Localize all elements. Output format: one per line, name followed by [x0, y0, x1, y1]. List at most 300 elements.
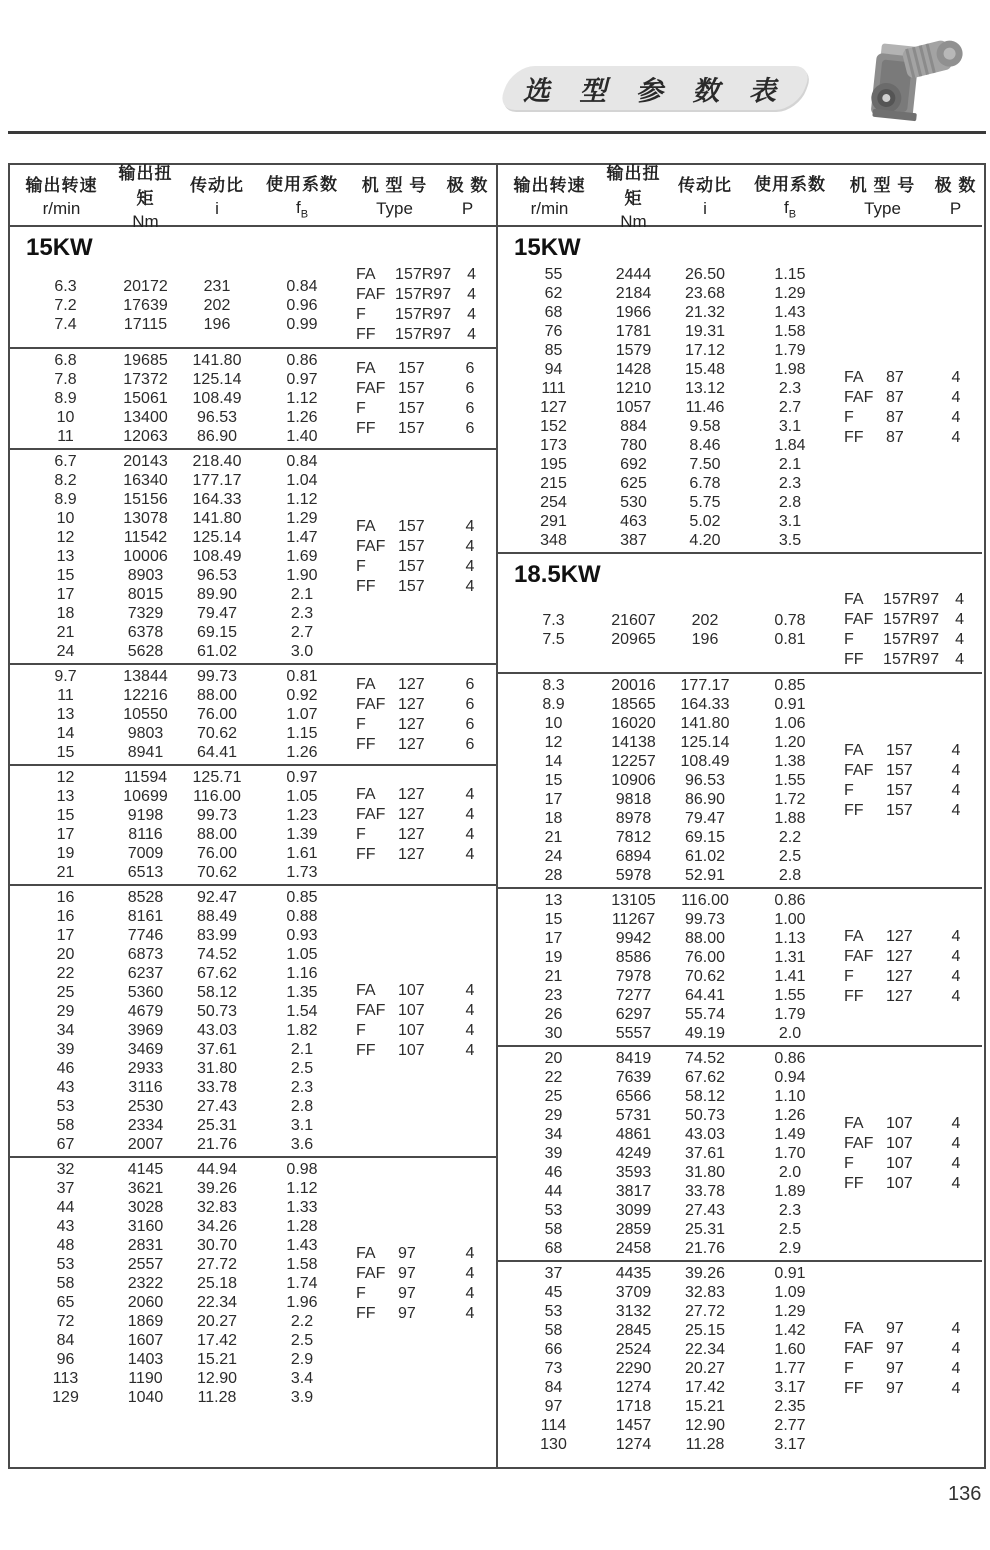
rows-group [10, 1160, 348, 1407]
table-row: 53 3132 27.72 1.29 [544, 1303, 806, 1320]
table-row: 14 9803 70.62 1.15 [56, 725, 318, 742]
type-prefix: F [844, 781, 854, 799]
types-group [836, 590, 982, 670]
type-model: 97 [398, 1264, 416, 1282]
type-model: 127 [398, 786, 425, 803]
types-group [836, 368, 982, 448]
type-prefix: F [356, 399, 366, 417]
table-row: 21 6378 69.15 2.7 [56, 624, 314, 641]
table-row: 8.9 18565 164.33 0.91 [542, 696, 806, 713]
table-row: 8.9 15156 164.33 1.12 [54, 491, 318, 508]
type-prefix: FA [844, 741, 864, 759]
table-row: 348 387 4.20 3.5 [540, 532, 802, 549]
type-prefix: F [844, 1360, 854, 1377]
table-row: 25 6566 58.12 1.10 [544, 1088, 806, 1105]
table-row: 66 2524 22.34 1.60 [544, 1341, 806, 1358]
table-row: 25 5360 58.12 1.35 [56, 984, 318, 1001]
type-model: 157 [398, 379, 425, 397]
poles-value: 4 [951, 1320, 961, 1337]
table-row: 65 2060 22.34 1.96 [56, 1294, 318, 1311]
table-row: 68 2458 21.76 2.9 [544, 1240, 802, 1257]
poles-value: 4 [951, 781, 961, 799]
table-row: 72 1869 20.27 2.2 [56, 1313, 314, 1330]
section-title: 15KW [514, 234, 581, 261]
table-row: 29 4679 50.73 1.54 [56, 1003, 318, 1020]
header-type: 机 型 号 Type [849, 176, 916, 218]
table-row: 17 9818 86.90 1.72 [544, 791, 806, 808]
type-row [348, 1244, 496, 1264]
type-prefix: FA [844, 1114, 864, 1132]
table-row: 17 7746 83.99 0.93 [56, 927, 318, 944]
type-prefix: FF [844, 988, 864, 1005]
poles-value: 4 [465, 1042, 475, 1059]
poles-value: 4 [951, 928, 961, 945]
type-row [348, 825, 496, 845]
type-prefix: F [356, 826, 366, 843]
table-row: 24 6894 61.02 2.5 [544, 848, 802, 865]
type-prefix: FAF [844, 1340, 874, 1357]
type-row [836, 927, 982, 947]
poles-value: 4 [467, 306, 476, 323]
poles-value: 4 [951, 368, 961, 386]
poles-value: 6 [465, 675, 475, 693]
type-model: 127 [398, 846, 425, 863]
type-row [348, 419, 496, 439]
type-model: 97 [398, 1284, 416, 1302]
table-row: 13 10550 76.00 1.07 [56, 706, 318, 723]
data-block [10, 764, 496, 884]
type-row [836, 1379, 982, 1399]
type-prefix: FA [844, 368, 864, 386]
table-row: 21 7812 69.15 2.2 [544, 829, 802, 846]
type-row [348, 399, 496, 419]
types-group [348, 265, 496, 345]
poles-value: 4 [467, 266, 476, 283]
type-row [348, 805, 496, 825]
table-row: 15 11267 99.73 1.00 [544, 911, 806, 928]
type-row [836, 967, 982, 987]
type-prefix: FAF [844, 388, 874, 406]
table-row: 97 1718 15.21 2.35 [544, 1398, 806, 1415]
type-model: 107 [398, 982, 425, 999]
type-prefix: F [844, 968, 854, 985]
table-row: 26 6297 55.74 1.79 [544, 1006, 806, 1023]
table-row: 7.2 17639 202 0.96 [54, 296, 318, 314]
type-row [836, 801, 982, 821]
type-prefix: FF [356, 326, 376, 343]
table-row: 13 10006 108.49 1.69 [56, 548, 318, 565]
table-row: 20 8419 74.52 0.86 [544, 1050, 806, 1067]
table-row: 129 1040 11.28 3.9 [52, 1389, 314, 1406]
table-row: 19 8586 76.00 1.31 [544, 949, 806, 966]
table-row: 55 2444 26.50 1.15 [544, 266, 806, 283]
type-prefix: F [356, 306, 366, 323]
poles-value: 4 [951, 1134, 961, 1152]
type-model: 107 [886, 1134, 913, 1152]
table-row: 21 7978 70.62 1.41 [544, 968, 806, 985]
type-row [836, 388, 982, 408]
poles-value: 4 [465, 1264, 475, 1282]
poles-value: 4 [465, 786, 475, 803]
poles-value: 6 [465, 715, 475, 733]
rows-group [10, 888, 348, 1154]
table-row: 84 1274 17.42 3.17 [544, 1379, 806, 1396]
type-prefix: FF [356, 577, 376, 595]
type-row [836, 1359, 982, 1379]
type-model: 87 [886, 368, 904, 386]
table-row: 39 3469 37.61 2.1 [56, 1041, 314, 1058]
type-model: 127 [886, 968, 913, 985]
type-model: 97 [886, 1340, 904, 1357]
table-row: 114 1457 12.90 2.77 [540, 1417, 806, 1434]
poles-value: 4 [465, 557, 475, 575]
type-model: 97 [886, 1360, 904, 1377]
types-group [348, 675, 496, 755]
type-row [836, 741, 982, 761]
types-group [836, 741, 982, 821]
type-row [348, 1264, 496, 1284]
poles-value: 4 [951, 988, 961, 1005]
table-row: 94 1428 15.48 1.98 [544, 361, 806, 378]
header-speed: 输出转速 r/min [25, 176, 98, 218]
type-prefix: FA [356, 266, 376, 283]
poles-value: 4 [955, 631, 964, 648]
header-ratio: 传动比 i [190, 176, 244, 218]
type-row [836, 428, 982, 448]
table-row: 21 6513 70.62 1.73 [56, 864, 318, 881]
table-row: 76 1781 19.31 1.58 [544, 323, 806, 340]
type-model: 157 [886, 741, 913, 759]
type-prefix: FAF [844, 761, 874, 779]
table-row: 6.8 19685 141.80 0.86 [54, 352, 318, 369]
type-prefix: FA [844, 928, 864, 945]
table-row: 43 3116 33.78 2.3 [56, 1079, 314, 1096]
type-row [348, 785, 496, 805]
poles-value: 4 [951, 1340, 961, 1357]
poles-value: 6 [465, 359, 475, 377]
types-group [348, 1244, 496, 1324]
type-model: 127 [398, 715, 425, 733]
table-row: 44 3028 32.83 1.33 [56, 1199, 318, 1216]
type-row [348, 359, 496, 379]
table-row: 84 1607 17.42 2.5 [56, 1332, 314, 1349]
table-row: 53 2557 27.72 1.58 [56, 1256, 318, 1273]
table-row: 13 10699 116.00 1.05 [56, 788, 318, 805]
type-row [348, 735, 496, 755]
type-row [348, 1304, 496, 1324]
table-row: 22 7639 67.62 0.94 [544, 1069, 806, 1086]
column-header [498, 163, 982, 231]
poles-value: 4 [467, 326, 476, 343]
table-row: 8.3 20016 177.17 0.85 [542, 677, 806, 694]
type-prefix: FF [356, 1042, 376, 1059]
type-row [348, 285, 496, 305]
data-block [498, 1045, 982, 1260]
type-model: 157 [398, 359, 425, 377]
poles-value: 4 [951, 801, 961, 819]
table-row: 7.5 20965 196 0.81 [542, 631, 806, 648]
type-prefix: FF [356, 846, 376, 863]
type-model: 97 [886, 1380, 904, 1397]
type-prefix: FA [356, 359, 376, 377]
page-number: 136 [948, 1483, 982, 1505]
poles-value: 4 [951, 741, 961, 759]
data-block [498, 672, 982, 887]
table-row: 19 7009 76.00 1.61 [56, 845, 318, 862]
type-prefix: F [844, 631, 854, 648]
table-row: 48 2831 30.70 1.43 [56, 1237, 318, 1254]
rows-group [10, 351, 348, 446]
type-prefix: FAF [844, 1134, 874, 1152]
type-row [348, 1041, 496, 1061]
type-model: 127 [398, 735, 425, 753]
type-row [348, 695, 496, 715]
table-row: 20 6873 74.52 1.05 [56, 946, 318, 963]
type-prefix: F [844, 1154, 854, 1172]
type-prefix: F [356, 715, 366, 733]
type-row [836, 781, 982, 801]
type-row [836, 610, 982, 630]
type-row [348, 1001, 496, 1021]
table-row: 6.3 20172 231 0.84 [54, 277, 318, 295]
type-prefix: FAF [356, 1264, 386, 1282]
type-row [348, 577, 496, 597]
type-model: 157R97 [395, 286, 452, 303]
type-model: 97 [398, 1304, 416, 1322]
table-row: 17 8015 89.90 2.1 [56, 586, 314, 603]
table-row: 113 1190 12.90 3.4 [52, 1370, 314, 1387]
table-row: 130 1274 11.28 3.17 [540, 1436, 806, 1453]
section-title: 18.5KW [498, 552, 982, 588]
poles-value: 4 [951, 1360, 961, 1377]
type-model: 107 [886, 1154, 913, 1172]
data-block [10, 448, 496, 663]
table-row: 8.9 15061 108.49 1.12 [54, 390, 318, 407]
table-row: 23 7277 64.41 1.55 [544, 987, 806, 1004]
table-row: 15 10906 96.53 1.55 [544, 772, 806, 789]
rows-group [10, 452, 348, 661]
table-row: 37 4435 39.26 0.91 [544, 1265, 806, 1282]
poles-value: 4 [951, 761, 961, 779]
type-prefix: F [356, 557, 366, 575]
data-block [10, 663, 496, 764]
type-model: 157 [398, 537, 425, 555]
table-row: 111 1210 13.12 2.3 [541, 380, 802, 397]
table-row: 7.4 17115 196 0.99 [54, 315, 318, 333]
horizontal-rule [8, 131, 986, 134]
type-model: 157R97 [883, 611, 940, 628]
table-row: 12 14138 125.14 1.20 [544, 734, 806, 751]
poles-value: 4 [465, 577, 475, 595]
table-row: 46 2933 31.80 2.5 [56, 1060, 314, 1077]
type-row [836, 947, 982, 967]
table-row: 18 7329 79.47 2.3 [56, 605, 314, 622]
type-row [836, 1114, 982, 1134]
data-block [10, 347, 496, 448]
table-row: 16 8528 92.47 0.85 [56, 889, 318, 906]
type-prefix: FAF [844, 948, 874, 965]
type-prefix: FF [844, 1380, 864, 1397]
table-row: 58 2845 25.15 1.42 [544, 1322, 806, 1339]
poles-value: 4 [951, 408, 961, 426]
type-prefix: F [356, 1284, 366, 1302]
poles-value: 4 [951, 1174, 961, 1192]
table-row: 28 5978 52.91 2.8 [544, 867, 802, 884]
type-row [348, 845, 496, 865]
type-prefix: FF [844, 651, 864, 668]
poles-value: 4 [465, 517, 475, 535]
poles-value: 4 [465, 1244, 475, 1262]
type-model: 157 [398, 419, 425, 437]
type-model: 107 [398, 1002, 425, 1019]
table-row: 53 2530 27.43 2.8 [56, 1098, 314, 1115]
rows-group [498, 1049, 836, 1258]
table-row: 10 13078 141.80 1.29 [56, 510, 318, 527]
table-row: 29 5731 50.73 1.26 [544, 1107, 806, 1124]
data-block [10, 263, 496, 347]
type-row [836, 761, 982, 781]
page-title: 选 型 参 数 表 [522, 75, 787, 106]
rows-group [498, 1264, 836, 1454]
types-group [348, 785, 496, 865]
poles-value: 4 [465, 846, 475, 863]
type-prefix: FF [356, 735, 376, 753]
type-model: 157 [886, 781, 913, 799]
table-row: 39 4249 37.61 1.70 [544, 1145, 806, 1162]
type-prefix: FF [356, 1304, 376, 1322]
table-row: 34 3969 43.03 1.82 [56, 1022, 318, 1039]
table-row: 17 8116 88.00 1.39 [56, 826, 318, 843]
table-row: 291 463 5.02 3.1 [540, 513, 802, 530]
type-row [348, 305, 496, 325]
type-prefix: FA [356, 1244, 376, 1262]
table-row: 14 12257 108.49 1.38 [544, 753, 806, 770]
types-group [836, 927, 982, 1007]
type-row [348, 715, 496, 735]
type-model: 157R97 [883, 631, 940, 648]
table-row: 215 625 6.78 2.3 [540, 475, 802, 492]
type-row [348, 517, 496, 537]
type-model: 127 [398, 806, 425, 823]
header-torque: 输出扭矩 Nm [118, 163, 173, 231]
table-row: 58 2334 25.31 3.1 [56, 1117, 314, 1134]
type-model: 97 [398, 1244, 416, 1262]
type-row [348, 1021, 496, 1041]
poles-value: 4 [951, 968, 961, 985]
data-block [498, 263, 982, 552]
data-block [498, 887, 982, 1045]
type-prefix: FAF [356, 286, 386, 303]
type-model: 87 [886, 408, 904, 426]
type-prefix: FAF [356, 1002, 386, 1019]
table-row: 68 1966 21.32 1.43 [544, 304, 806, 321]
table-row: 152 884 9.58 3.1 [540, 418, 802, 435]
type-model: 157R97 [883, 651, 940, 668]
type-prefix: FA [844, 1320, 864, 1337]
poles-value: 4 [951, 1154, 961, 1172]
type-prefix: FA [356, 517, 376, 535]
type-prefix: FF [844, 801, 864, 819]
header-service-factor: 使用系数 $f_B$ [754, 174, 826, 221]
table-row: 45 3709 32.83 1.09 [544, 1284, 806, 1301]
table-row: 7.3 21607 202 0.78 [542, 612, 806, 629]
type-model: 157 [398, 517, 425, 535]
poles-value: 4 [467, 286, 476, 303]
table-row: 8.2 16340 177.17 1.04 [54, 472, 318, 489]
type-model: 157 [886, 801, 913, 819]
type-row [836, 1154, 982, 1174]
type-model: 107 [886, 1174, 913, 1192]
type-model: 157 [398, 557, 425, 575]
data-block [498, 1260, 982, 1456]
types-group [348, 359, 496, 439]
type-prefix: FAF [356, 379, 386, 397]
table-row: 12 11542 125.14 1.47 [56, 529, 318, 546]
table-row: 16 8161 88.49 0.88 [56, 908, 318, 925]
gear-motor-photo [856, 28, 964, 130]
rows-group [10, 667, 348, 762]
type-model: 157 [398, 577, 425, 595]
poles-value: 4 [465, 806, 475, 823]
type-prefix: FF [844, 1174, 864, 1192]
header-speed: 输出转速 r/min [513, 176, 586, 218]
table-row: 9.7 13844 99.73 0.81 [54, 668, 318, 685]
type-prefix: FF [844, 428, 864, 446]
rows-group [498, 891, 836, 1043]
table-row: 96 1403 15.21 2.9 [56, 1351, 314, 1368]
table-row: 58 2859 25.31 2.5 [544, 1221, 802, 1238]
type-model: 127 [886, 928, 913, 945]
table-row: 73 2290 20.27 1.77 [544, 1360, 806, 1377]
gear-motor-image [856, 28, 964, 130]
poles-value: 4 [465, 1002, 475, 1019]
table-row: 173 780 8.46 1.84 [540, 437, 806, 454]
type-row [836, 1174, 982, 1194]
poles-value: 4 [951, 1114, 961, 1132]
table-row: 18 8978 79.47 1.88 [544, 810, 806, 827]
poles-value: 4 [465, 1022, 475, 1039]
table-row: 13 13105 116.00 0.86 [544, 892, 806, 909]
type-row [348, 265, 496, 285]
type-row [348, 379, 496, 399]
table-row: 15 8903 96.53 1.90 [56, 567, 318, 584]
type-prefix: FAF [356, 537, 386, 555]
type-row [836, 630, 982, 650]
type-row [836, 987, 982, 1007]
type-model: 127 [398, 695, 425, 713]
poles-value: 4 [465, 1284, 475, 1302]
table-row: 17 9942 88.00 1.13 [544, 930, 806, 947]
type-row [836, 368, 982, 388]
type-row [348, 537, 496, 557]
table-row: 30 5557 49.19 2.0 [544, 1025, 802, 1042]
column-header [10, 163, 496, 231]
header-ratio: 传动比 i [678, 176, 732, 218]
types-group [836, 1114, 982, 1194]
poles-value: 4 [955, 651, 964, 668]
types-group [836, 1319, 982, 1399]
header-type: 机 型 号 Type [361, 176, 428, 218]
type-row [836, 650, 982, 670]
header-service-factor: 使用系数 $f_B$ [266, 174, 338, 221]
poles-value: 4 [955, 591, 964, 608]
types-group [348, 517, 496, 597]
type-model: 157R97 [395, 266, 452, 283]
type-row [348, 557, 496, 577]
poles-value: 6 [465, 379, 475, 397]
type-model: 107 [398, 1022, 425, 1039]
table-row: 53 3099 27.43 2.3 [544, 1202, 802, 1219]
